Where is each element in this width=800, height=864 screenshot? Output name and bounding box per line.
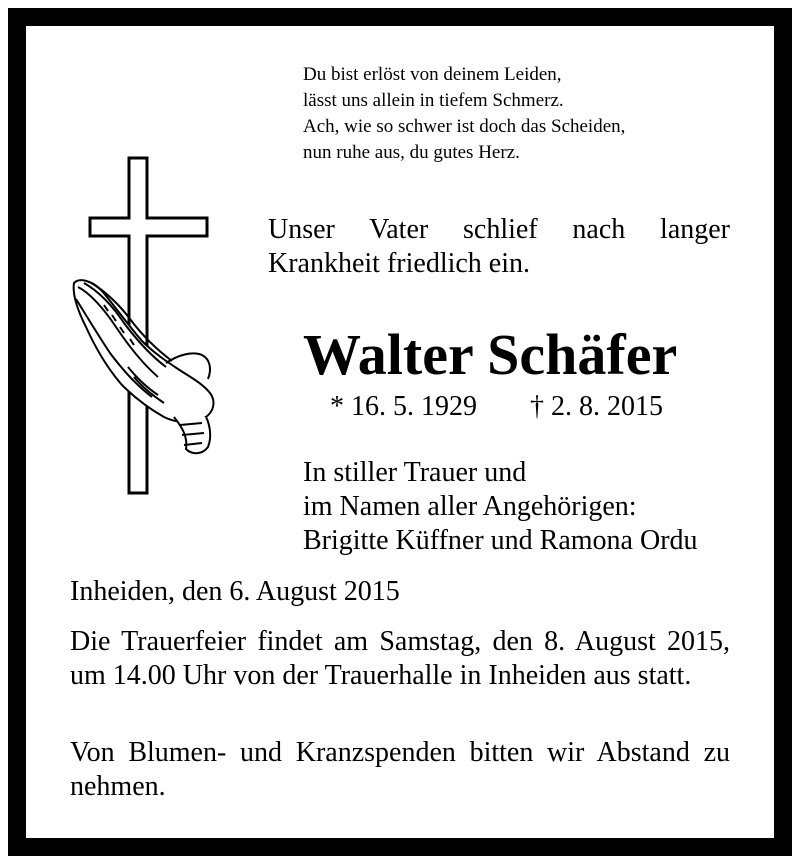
deceased-name: Walter Schäfer: [303, 322, 678, 387]
place-and-date: Inheiden, den 6. August 2015: [70, 576, 400, 607]
death-announcement: [268, 213, 730, 281]
mourners-line: In stiller Trauer und: [303, 457, 527, 488]
memorial-poem: [303, 62, 763, 166]
poem-line: lässt uns allein in tiefem Schmerz.: [303, 90, 564, 111]
death-date: † 2. 8. 2015: [530, 391, 663, 422]
announcement-line: Unser Vater schlief nach langer: [268, 214, 730, 245]
poem-line: Ach, wie so schwer ist doch das Scheiden,: [303, 116, 626, 137]
flowers-notice: Von Blumen- und Kranzspenden bitten wir Abstand zu nehmen.: [70, 737, 730, 802]
cross-with-hands: [70, 155, 220, 505]
mourners-line: im Namen aller Angehörigen:: [303, 491, 637, 522]
announcement-line: Krankheit friedlich ein.: [268, 248, 531, 279]
mourners-block: [303, 456, 743, 558]
birth-date: * 16. 5. 1929: [330, 391, 477, 422]
poem-line: nun ruhe aus, du gutes Herz.: [303, 142, 520, 163]
cross-icon: [70, 155, 220, 500]
mourners-line: Brigitte Küffner und Ramona Ordu: [303, 525, 698, 556]
poem-line: Du bist erlöst von deinem Leiden,: [303, 64, 562, 85]
funeral-notice: Die Trauerfeier findet am Samstag, den 8. August 2015, um 14.00 Uhr von der Trauerhalle in Inheiden aus statt.: [70, 626, 730, 691]
